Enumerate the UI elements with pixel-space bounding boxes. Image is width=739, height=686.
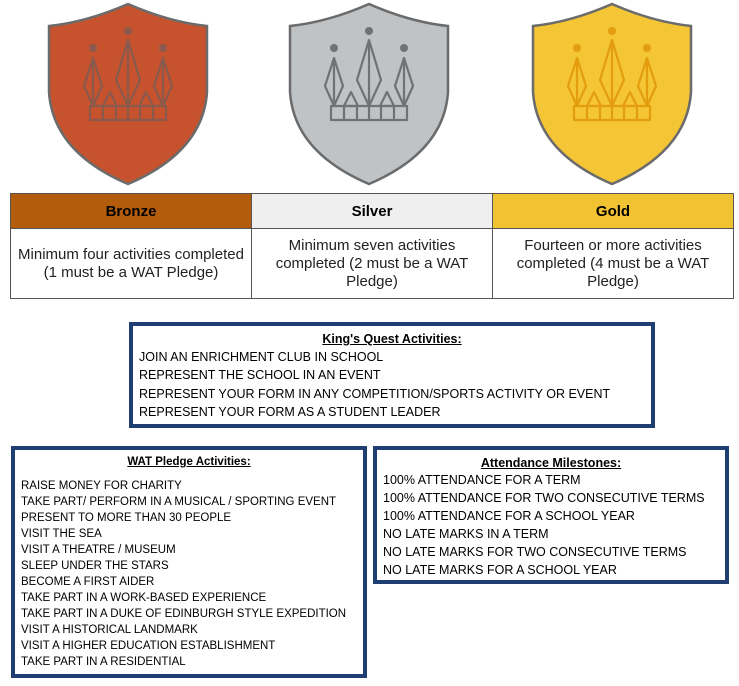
- list-item: TAKE PART IN A DUKE OF EDINBURGH STYLE EXPEDITION: [21, 608, 347, 620]
- list-item: VISIT A HISTORICAL LANDMARK: [21, 624, 198, 636]
- list-item: TAKE PART IN A WORK-BASED EXPERIENCE: [21, 592, 267, 604]
- list-item: 100% ATTENDANCE FOR TWO CONSECUTIVE TERMS: [383, 491, 705, 505]
- kings-quest-title: King's Quest Activities:: [322, 332, 462, 346]
- wat-pledge-box: [11, 446, 367, 678]
- tier-header-row: [11, 194, 734, 229]
- list-item: REPRESENT THE SCHOOL IN AN EVENT: [139, 368, 381, 383]
- gold-shield-icon: [527, 2, 697, 188]
- tier-table: [10, 193, 734, 299]
- tier-description-gold: Fourteen or more activities completed (4 must be a WAT Pledge): [493, 229, 734, 299]
- list-item: NO LATE MARKS FOR A SCHOOL YEAR: [383, 563, 617, 577]
- wat-pledge-list: [21, 478, 357, 670]
- list-item: RAISE MONEY FOR CHARITY: [21, 480, 182, 492]
- list-item: 100% ATTENDANCE FOR A TERM: [383, 473, 581, 487]
- attendance-milestones-title: Attendance Milestones:: [480, 456, 622, 470]
- list-item: VISIT A THEATRE / MUSEUM: [21, 544, 176, 556]
- tier-header-bronze: Bronze: [11, 194, 252, 229]
- list-item: REPRESENT YOUR FORM IN ANY COMPETITION/SPORTS ACTIVITY OR EVENT: [139, 386, 611, 401]
- list-item: NO LATE MARKS FOR TWO CONSECUTIVE TERMS: [383, 545, 687, 559]
- list-item: SLEEP UNDER THE STARS: [21, 560, 169, 572]
- tier-description-bronze: Minimum four activities completed (1 must be a WAT Pledge): [11, 229, 252, 299]
- list-item: TAKE PART/ PERFORM IN A MUSICAL / SPORTING EVENT: [21, 496, 337, 508]
- list-item: REPRESENT YOUR FORM AS A STUDENT LEADER: [139, 404, 441, 419]
- attendance-milestones-list: [383, 471, 719, 579]
- tier-header-silver: Silver: [252, 194, 493, 229]
- list-item: NO LATE MARKS IN A TERM: [383, 527, 549, 541]
- list-item: JOIN AN ENRICHMENT CLUB IN SCHOOL: [139, 350, 384, 364]
- kings-quest-box: [129, 322, 655, 428]
- tier-description-row: [11, 229, 734, 299]
- tier-header-gold: Gold: [493, 194, 734, 229]
- attendance-milestones-box: [373, 446, 729, 584]
- bronze-shield-icon: [43, 2, 213, 188]
- tier-description-silver: Minimum seven activities completed (2 must be a WAT Pledge): [252, 229, 493, 299]
- list-item: VISIT THE SEA: [21, 528, 102, 540]
- kings-quest-list: [139, 348, 645, 421]
- wat-pledge-title: WAT Pledge Activities:: [127, 456, 251, 468]
- list-item: VISIT A HIGHER EDUCATION ESTABLISHMENT: [21, 640, 276, 652]
- list-item: PRESENT TO MORE THAN 30 PEOPLE: [21, 512, 232, 524]
- list-item: BECOME A FIRST AIDER: [21, 576, 155, 588]
- silver-shield-icon: [284, 2, 454, 188]
- list-item: 100% ATTENDANCE FOR A SCHOOL YEAR: [383, 509, 635, 523]
- list-item: TAKE PART IN A RESIDENTIAL: [21, 656, 186, 668]
